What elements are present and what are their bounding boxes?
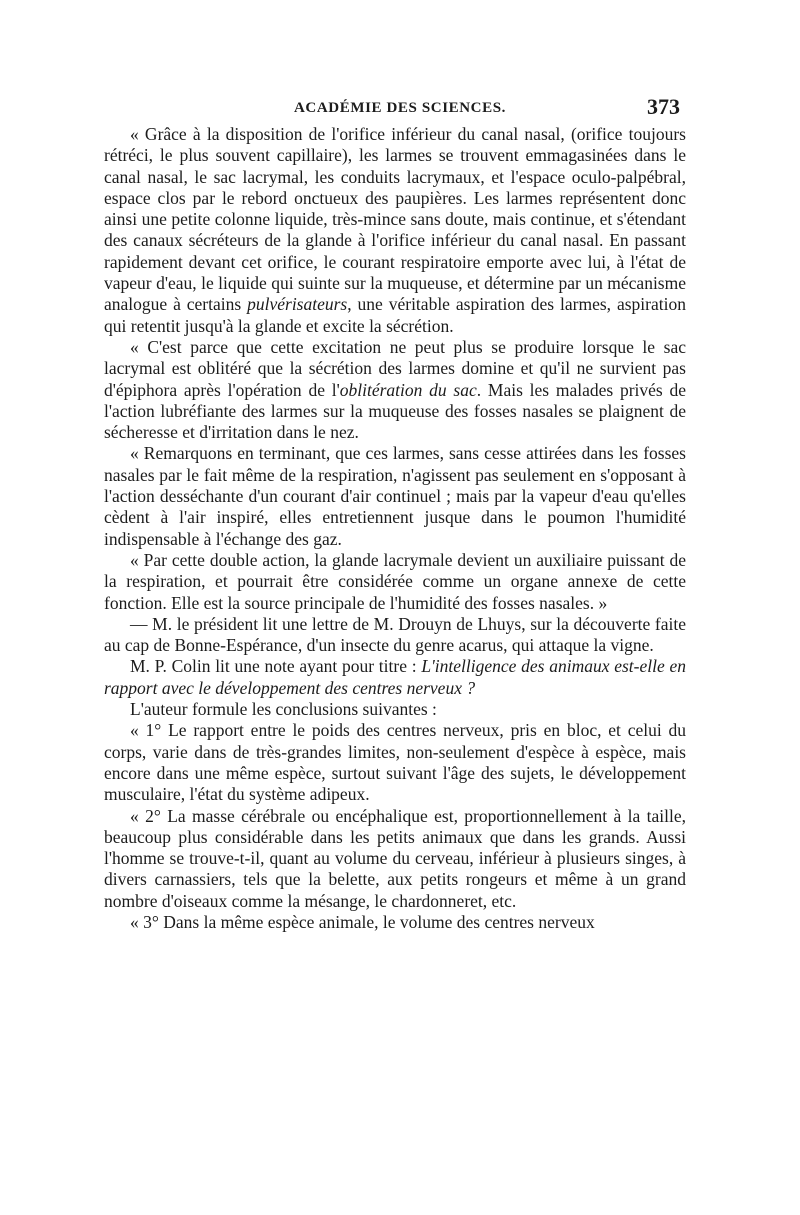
document-page (104, 88, 686, 1188)
paragraph-3: « Remarquons en terminant, que ces larmes, sans cesse attirées dans les fosses nasales par le fait même de la respiration, n'agissent pas seulement en s'opposant à l'action desséchante d'un courant d'air continuel ; mais par la vapeur d'eau qu'elles cèdent à l'air inspiré, elles entretiennent jusque dans le poumon l'humidité indispensable à l'échange des gaz. (104, 443, 686, 549)
paragraph-7: L'auteur formule les conclusions suivantes : (130, 699, 437, 720)
paragraph-1: « Grâce à la disposition de l'orifice inférieur du canal nasal, (orifice toujours rétréci, le plus souvent capillaire), les larmes se trouvent emmagasinées dans le canal nasal, le sac lacrymal, les conduits lacrymaux, et l'espace oculo-palpébral, espace clos par le rebord onctueux des paupières. Les larmes représentent donc ainsi une petite colonne liquide, très-mince sans doute, mais continue, et s'étendant des canaux sécréteurs de la glande à l'orifice inférieur du canal nasal. En passant rapidement devant cet orifice, le courant respiratoire emporte avec lui, à l'état de vapeur d'eau, le liquide qui suinte sur la muqueuse, et détermine par un mécanisme analogue à certains pulvérisateurs, une véritable aspiration des larmes, aspiration qui retentit jusqu'à la glande et excite la sécrétion. (104, 124, 686, 336)
paragraph-6: M. P. Colin lit une note ayant pour titre : L'intelligence des animaux est-elle en rapport avec le développement des centres nerveux ? (104, 656, 686, 698)
page-header (104, 88, 686, 118)
paragraph-10: « 3° Dans la même espèce animale, le volume des centres nerveux (130, 911, 595, 932)
page-number: 373 (647, 94, 680, 119)
paragraph-9: « 2° La masse cérébrale ou encéphalique est, proportionnellement à la taille, beaucoup plus considérable dans les petits animaux que dans les grands. Aussi l'homme se trouve-t-il, quant au volume du cerveau, inférieur à plusieurs singes, à divers carnassiers, tels que la belette, aux petits rongeurs et même à un grand nombre d'oiseaux comme la mésange, le chardonneret, etc. (104, 805, 686, 911)
paragraph-4: « Par cette double action, la glande lacrymale devient un auxiliaire puissant de la respiration, et pourrait être considérée comme un organe annexe de cette fonction. Elle est la source principale de l'humidité des fosses nasales. » (104, 549, 686, 613)
body-text (104, 124, 686, 933)
paragraph-2: « C'est parce que cette excitation ne peut plus se produire lorsque le sac lacrymal est oblitéré que la sécrétion des larmes domine et qu'il ne survient pas d'épiphora après l'opération de l'oblitération du sac. Mais les malades privés de l'action lubréfiante des larmes sur la muqueuse des fosses nasales se plaignent de sécheresse et d'irritation dans le nez. (104, 336, 687, 443)
paragraph-5: — M. le président lit une lettre de M. Drouyn de Lhuys, sur la découverte faite au cap de Bonne-Espérance, d'un insecte du genre acarus, qui attaque la vigne. (104, 613, 686, 656)
paragraph-8: « 1° Le rapport entre le poids des centres nerveux, pris en bloc, et celui du corps, varie dans de très-grandes limites, non-seulement d'espèce à espèce, mais encore dans une même espèce, surtout suivant l'âge des sujets, le développement musculaire, l'état du système adipeux. (104, 720, 686, 805)
running-head: ACADÉMIE DES SCIENCES. (294, 100, 506, 116)
